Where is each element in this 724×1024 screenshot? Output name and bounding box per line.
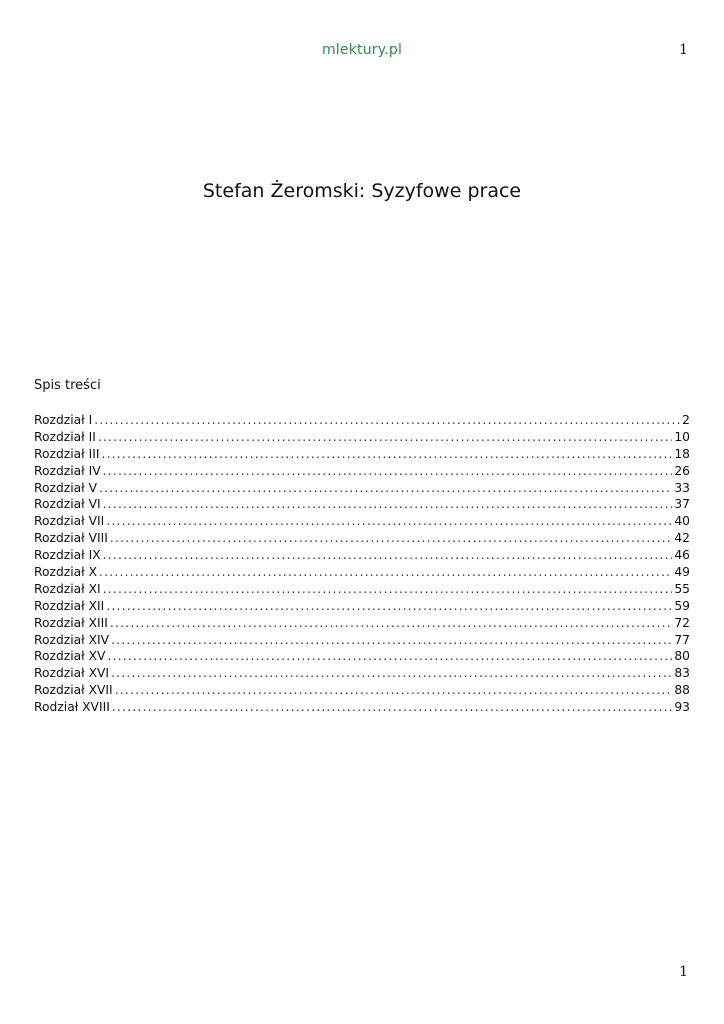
- toc-item-page: 93: [674, 700, 690, 715]
- toc-dot-leader: [103, 547, 673, 564]
- toc-item[interactable]: [34, 446, 690, 463]
- toc-dot-leader: [106, 513, 672, 530]
- toc-item[interactable]: [34, 581, 690, 598]
- toc-item-page: 18: [674, 446, 690, 461]
- page-number-top: 1: [679, 42, 688, 58]
- toc-item-label: Rozdział II: [34, 429, 96, 444]
- toc-dot-leader: [111, 665, 672, 682]
- toc-item[interactable]: [34, 682, 690, 699]
- toc-heading: Spis treści: [34, 378, 101, 393]
- toc-item[interactable]: [34, 463, 690, 480]
- toc-item[interactable]: [34, 564, 690, 581]
- toc-dot-leader: [103, 463, 673, 480]
- toc-item[interactable]: [34, 480, 690, 497]
- toc-item[interactable]: [34, 496, 690, 513]
- document-title: Stefan Żeromski: Syzyfowe prace: [202, 180, 522, 202]
- toc-item-page: 33: [674, 480, 690, 495]
- toc-item-page: 37: [674, 497, 690, 512]
- toc-item[interactable]: [34, 598, 690, 615]
- toc-dot-leader: [107, 648, 672, 665]
- toc-item[interactable]: [34, 665, 690, 682]
- toc-item-label: Rozdział X: [34, 565, 98, 580]
- site-link[interactable]: mlektury.pl: [321, 42, 403, 58]
- toc-item[interactable]: [34, 513, 690, 530]
- page-number-bottom: 1: [679, 964, 688, 980]
- toc-item-label: Rodział XVIII: [34, 700, 110, 715]
- toc-item-label: Rozdział V: [34, 480, 97, 495]
- toc-item-label: Rozdział XIV: [34, 632, 110, 647]
- toc-item-label: Rozdział XVII: [34, 683, 113, 698]
- toc-item[interactable]: [34, 615, 690, 632]
- toc-dot-leader: [106, 598, 672, 615]
- toc-item-label: Rozdział IV: [34, 463, 101, 478]
- toc-item[interactable]: [34, 632, 690, 649]
- toc-item-label: Rozdział VI: [34, 497, 101, 512]
- table-of-contents: [34, 412, 690, 716]
- toc-dot-leader: [110, 530, 672, 547]
- toc-item-label: Rozdział I: [34, 413, 93, 427]
- toc-item-page: 40: [674, 514, 690, 529]
- toc-item-label: Rozdział IX: [34, 548, 101, 563]
- toc-dot-leader: [98, 429, 673, 446]
- toc-item-label: Rozdział XI: [34, 581, 101, 596]
- toc-dot-leader: [101, 446, 672, 463]
- toc-item-page: 83: [674, 666, 690, 681]
- toc-item[interactable]: [34, 429, 690, 446]
- toc-item-label: Rozdział VII: [34, 514, 105, 529]
- toc-item-label: Rozdział XII: [34, 598, 105, 613]
- toc-item-page: 42: [674, 531, 690, 546]
- toc-dot-leader: [103, 496, 673, 513]
- toc-item[interactable]: [34, 530, 690, 547]
- toc-dot-leader: [115, 682, 673, 699]
- toc-item-page: 26: [674, 463, 690, 478]
- toc-dot-leader: [111, 632, 672, 649]
- toc-item-label: Rozdział XV: [34, 649, 106, 664]
- toc-item-page: 88: [674, 683, 690, 698]
- toc-item-page: 46: [674, 548, 690, 563]
- toc-item-page: 49: [674, 565, 690, 580]
- toc-item-page: 77: [674, 632, 690, 647]
- toc-item-page: 10: [674, 429, 690, 444]
- toc-dot-leader: [112, 699, 672, 716]
- toc-item-label: Rozdział XVI: [34, 666, 110, 681]
- toc-item-label: Rozdział VIII: [34, 531, 108, 546]
- toc-item-page: 59: [674, 598, 690, 613]
- toc-item[interactable]: [34, 648, 690, 665]
- toc-item-page: 72: [674, 615, 690, 630]
- toc-dot-leader: [99, 480, 672, 497]
- toc-item[interactable]: [34, 699, 690, 716]
- toc-item-page: 80: [674, 649, 690, 664]
- toc-item[interactable]: [34, 412, 690, 429]
- toc-dot-leader: [110, 615, 672, 632]
- toc-dot-leader: [99, 564, 672, 581]
- toc-dot-leader: [94, 412, 680, 429]
- toc-item-page: 55: [674, 581, 690, 596]
- toc-dot-leader: [103, 581, 673, 598]
- toc-item[interactable]: [34, 547, 690, 564]
- toc-item-label: Rozdział III: [34, 446, 100, 461]
- toc-item-label: Rozdział XIII: [34, 615, 108, 630]
- toc-item-page: 2: [682, 413, 690, 427]
